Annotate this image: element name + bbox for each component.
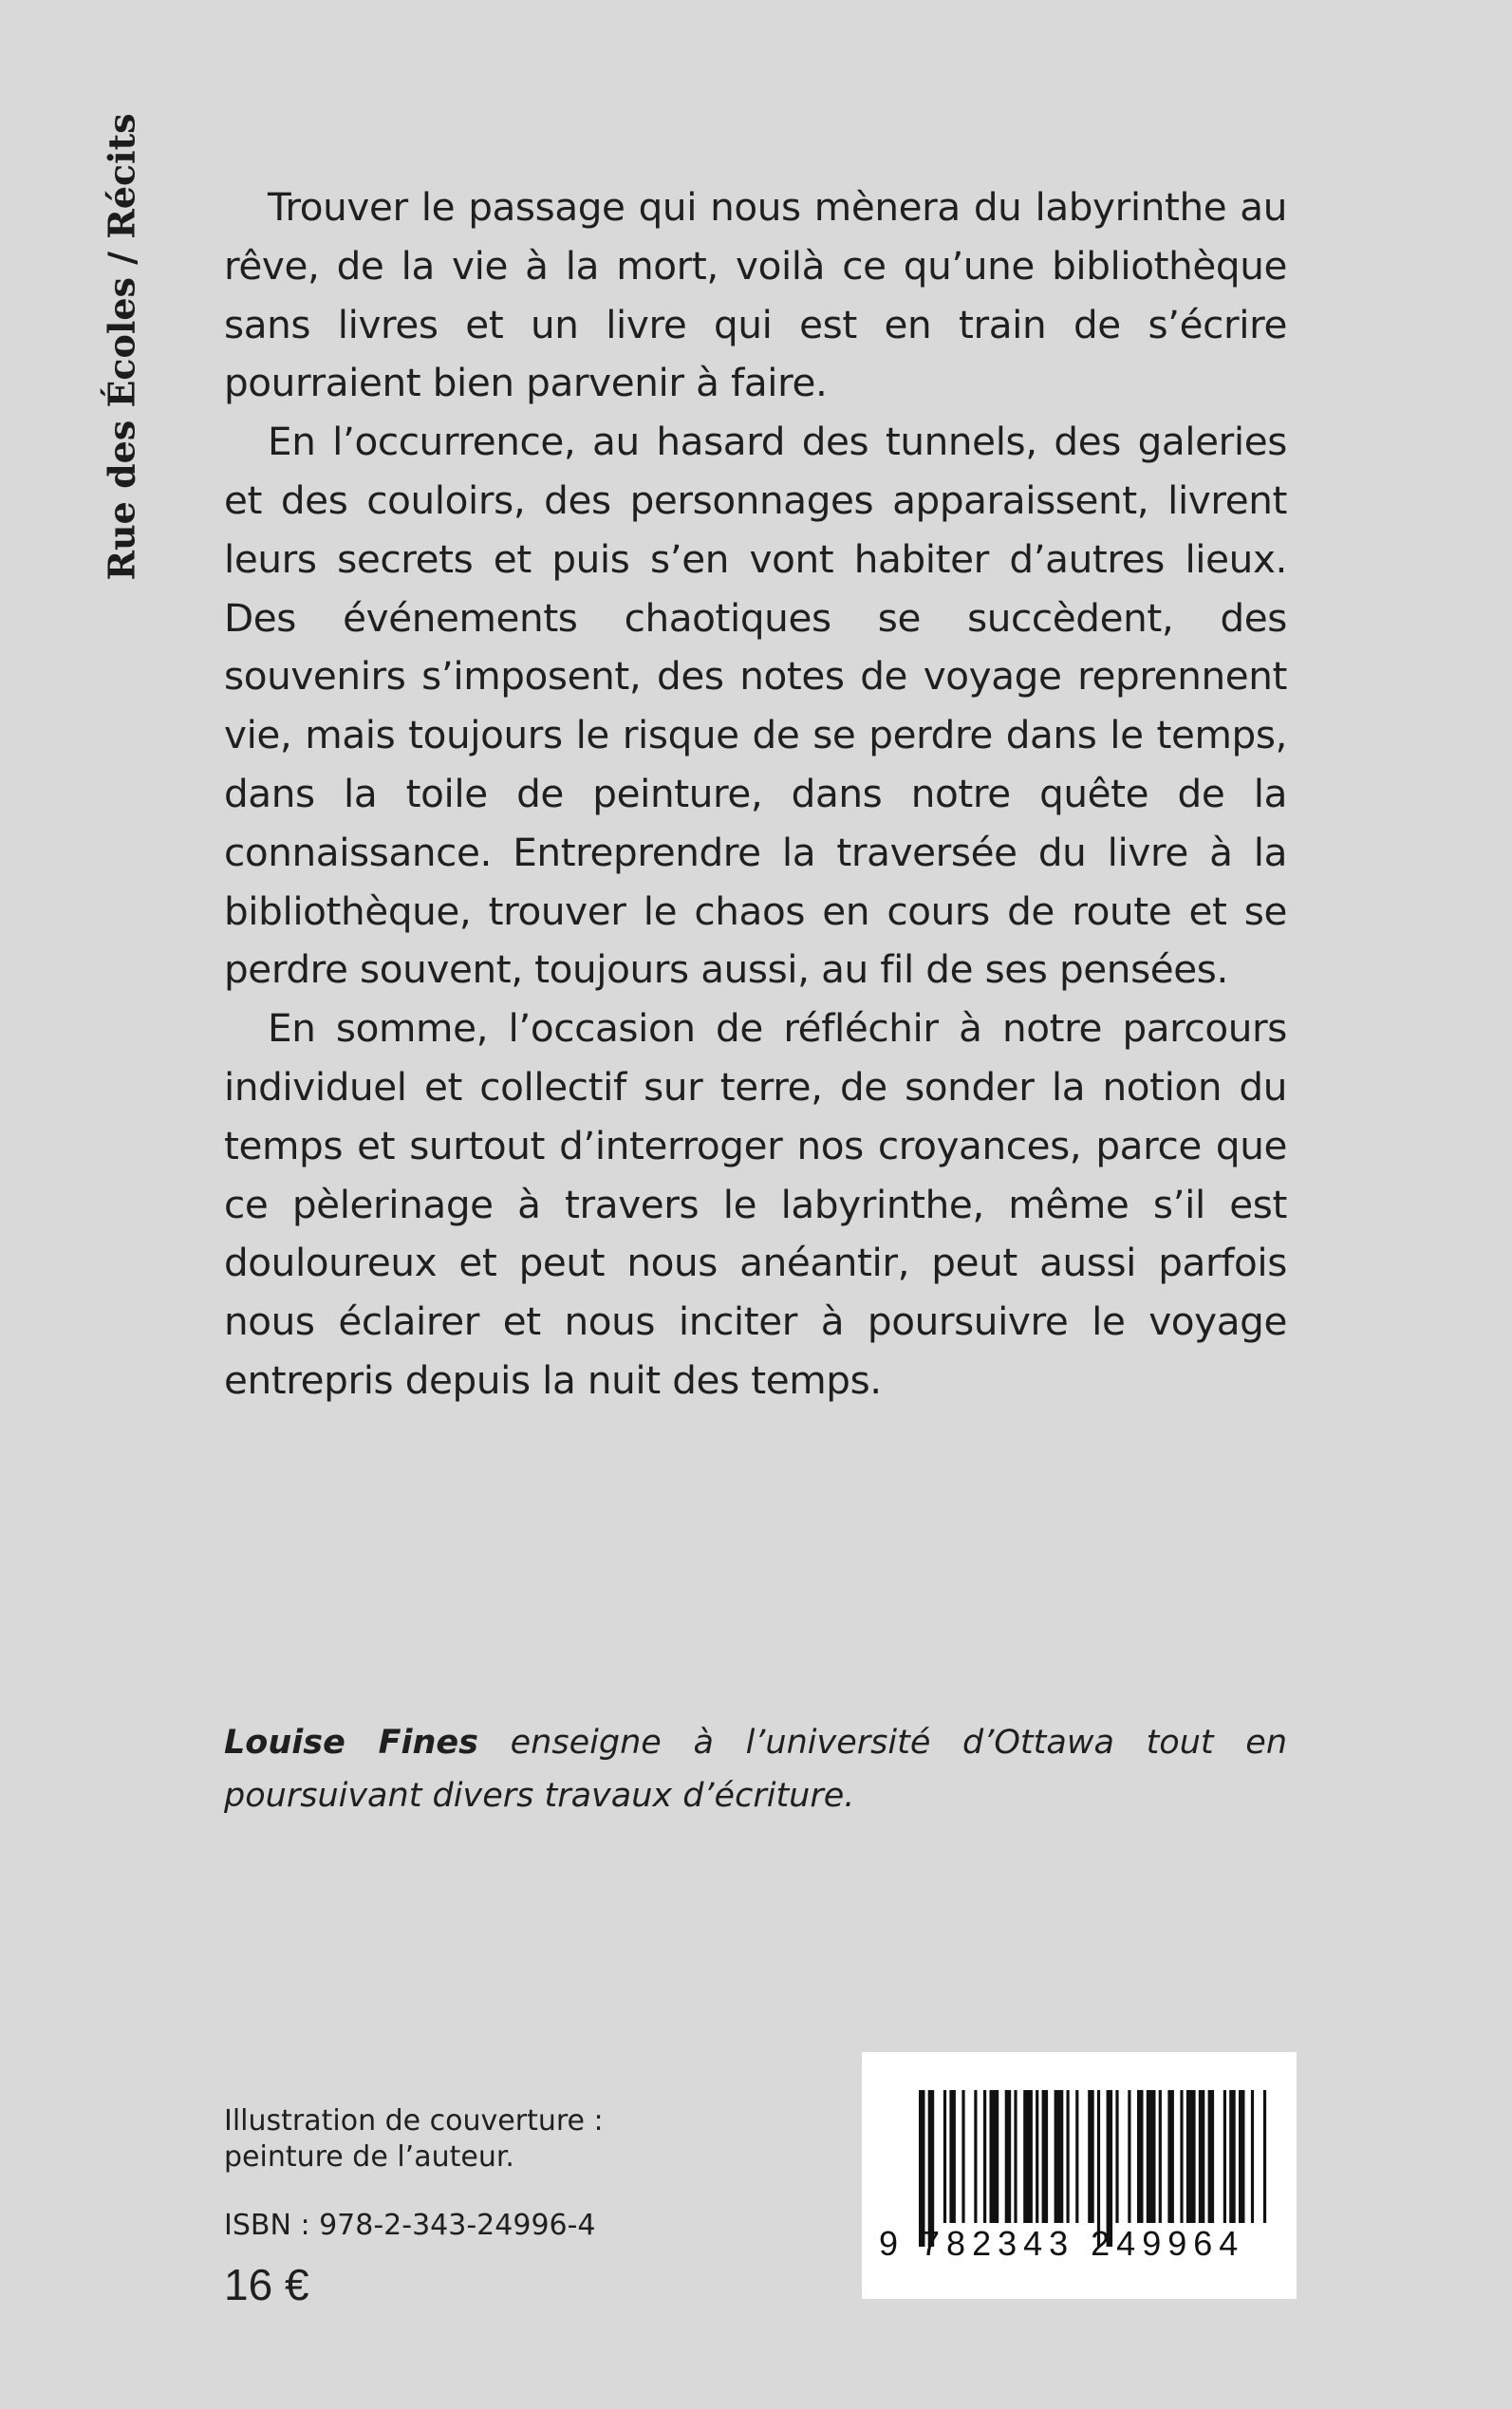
- barcode-bar: [1251, 2090, 1254, 2223]
- barcode-bar: [1239, 2090, 1245, 2223]
- collection-name: Rue des Écoles / Récits: [100, 112, 143, 581]
- barcode-bar: [1023, 2090, 1033, 2223]
- cover-credits: [224, 2103, 718, 2176]
- spine-collection-label: [95, 104, 148, 588]
- barcode-bar: [1067, 2090, 1070, 2223]
- barcode-bar: [1199, 2090, 1205, 2223]
- barcode-bar: [1223, 2090, 1226, 2223]
- barcode-bar: [1263, 2090, 1266, 2223]
- barcode-bar: [1159, 2090, 1162, 2223]
- barcode-bar: [1180, 2090, 1183, 2223]
- illustration-credit-line-2: peinture de l’auteur.: [224, 2140, 514, 2174]
- blurb-paragraph-1: Trouver le passage qui nous mènera du labyrinthe au rêve, de la vie à la mort, voilà ce qu’une bibliothèque sans livres et un livre qui est en train de s’écrire pourraient bien parvenir à faire.: [224, 184, 1287, 406]
- barcode-bar: [1075, 2090, 1078, 2223]
- barcode-digits: 9 782343 249964: [879, 2224, 1245, 2263]
- illustration-credit-line-1: Illustration de couverture :: [224, 2104, 604, 2138]
- author-bio: [224, 1716, 1287, 1822]
- blurb-paragraph-3: En somme, l’occasion de réfléchir à notre parcours individuel et collectif sur terre, de sonder la notion du temps et surtout d’interroger nos croyances, parce que ce pèlerinage à travers le labyrinthe, même s’il est douloureux et peut nous anéantir, peut aussi parfois nous éclairer et nous inciter à poursuivre le voyage entrepris depuis la nuit des temps.: [224, 1005, 1287, 1403]
- barcode-bar: [1036, 2090, 1038, 2223]
- back-cover-blurb: [224, 178, 1287, 1410]
- barcode-bar: [990, 2090, 999, 2223]
- blurb-paragraph-2: En l’occurrence, au hasard des tunnels, des galeries et des couloirs, des personnages apparaissent, livrent leurs secrets et puis s’en vont habiter d’autres lieux. Des événements chaotiques se succèdent, des souvenirs s’imposent, des notes de voyage reprennent vie, mais toujours le risque de se perdre dans le temps, dans la toile de peinture, dans notre quête de la connaissance. Entreprendre la traversée du livre à la bibliothèque, trouver le chaos en cours de route et se perdre souvent, toujours aussi, au fil de ses pensées.: [224, 419, 1287, 993]
- barcode-bar: [1055, 2090, 1064, 2223]
- barcode-bar: [1186, 2090, 1196, 2223]
- barcode-bar: [1208, 2090, 1215, 2223]
- barcode-bar: [1042, 2090, 1049, 2223]
- barcode-bar: [1147, 2090, 1156, 2223]
- barcode-bar: [1128, 2090, 1130, 2223]
- barcode-bar: [983, 2090, 986, 2223]
- author-name: Louise Fines: [224, 1724, 478, 1762]
- barcode-bar: [1005, 2090, 1012, 2223]
- barcode: [862, 2052, 1297, 2299]
- author-bio-text: enseigne à l’université d’Ottawa tout en poursuivant divers travaux d’écriture.: [224, 1724, 1287, 1815]
- barcode-bar: [943, 2090, 946, 2223]
- barcode-bar: [1014, 2090, 1017, 2223]
- barcode-bar: [1115, 2090, 1118, 2223]
- barcode-bar: [961, 2090, 964, 2223]
- barcode-bar: [1229, 2090, 1236, 2223]
- barcode-bar: [949, 2090, 956, 2223]
- barcode-bar: [1137, 2090, 1144, 2223]
- barcode-bar: [974, 2090, 977, 2223]
- price-label: 16 €: [224, 2260, 309, 2309]
- barcode-bar: [1088, 2090, 1094, 2223]
- isbn-label: ISBN : 978-2-343-24996-4: [224, 2209, 596, 2242]
- barcode-bar: [1167, 2090, 1174, 2223]
